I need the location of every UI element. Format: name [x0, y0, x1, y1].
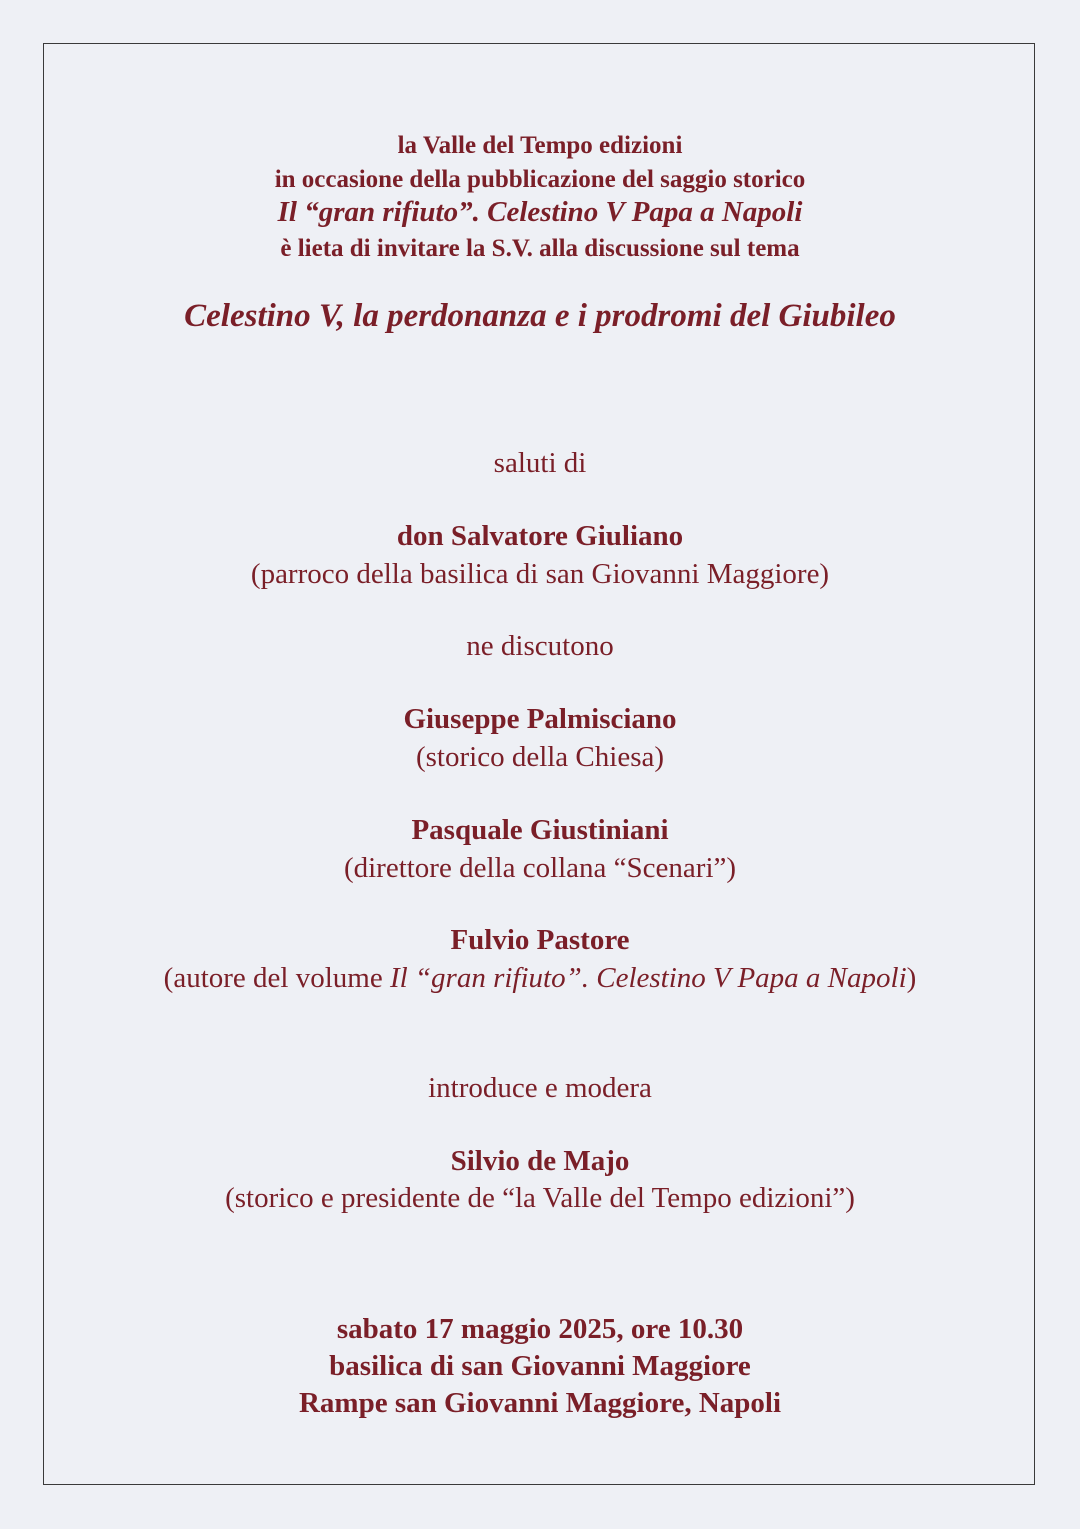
publisher-name: la Valle del Tempo edizioni: [397, 132, 683, 159]
greetings-label: saluti di: [493, 447, 587, 479]
role-prefix: (autore del volume: [163, 962, 390, 994]
occasion-text: in occasione della pubblicazione del saggio storico: [274, 166, 806, 193]
role-book-title: Il “gran rifiuto”. Celestino V Papa a Napoli: [389, 962, 907, 994]
event-address: Rampe san Giovanni Maggiore, Napoli: [298, 1387, 782, 1419]
moderator-name: Silvio de Majo: [450, 1145, 630, 1177]
event-date-time: sabato 17 maggio 2025, ore 10.30: [336, 1313, 744, 1345]
moderator-label: introduce e modera: [428, 1072, 652, 1104]
discussants-label: ne discutono: [466, 630, 614, 662]
discussant-role: [0, 964, 1080, 993]
book-title: Il “gran rifiuto”. Celestino V Papa a Napoli: [277, 196, 803, 228]
invitation-text: è lieta di invitare la S.V. alla discussione sul tema: [280, 235, 800, 262]
greetings-speaker-role: (parroco della basilica di san Giovanni Maggiore): [250, 558, 830, 590]
event-venue: basilica di san Giovanni Maggiore: [329, 1350, 751, 1382]
discussant-name: Fulvio Pastore: [450, 924, 630, 956]
discussant-name: Giuseppe Palmisciano: [403, 703, 677, 735]
discussant-role: (storico della Chiesa): [415, 741, 665, 773]
moderator-role: (storico e presidente de “la Valle del Tempo edizioni”): [225, 1182, 855, 1214]
discussant-name: Pasquale Giustiniani: [411, 814, 669, 846]
role-suffix: ): [906, 962, 917, 994]
discussant-role: (direttore della collana “Scenari”): [343, 852, 737, 884]
discussion-theme: Celestino V, la perdonanza e i prodromi del Giubileo: [184, 298, 896, 334]
greetings-speaker-name: don Salvatore Giuliano: [396, 520, 684, 552]
